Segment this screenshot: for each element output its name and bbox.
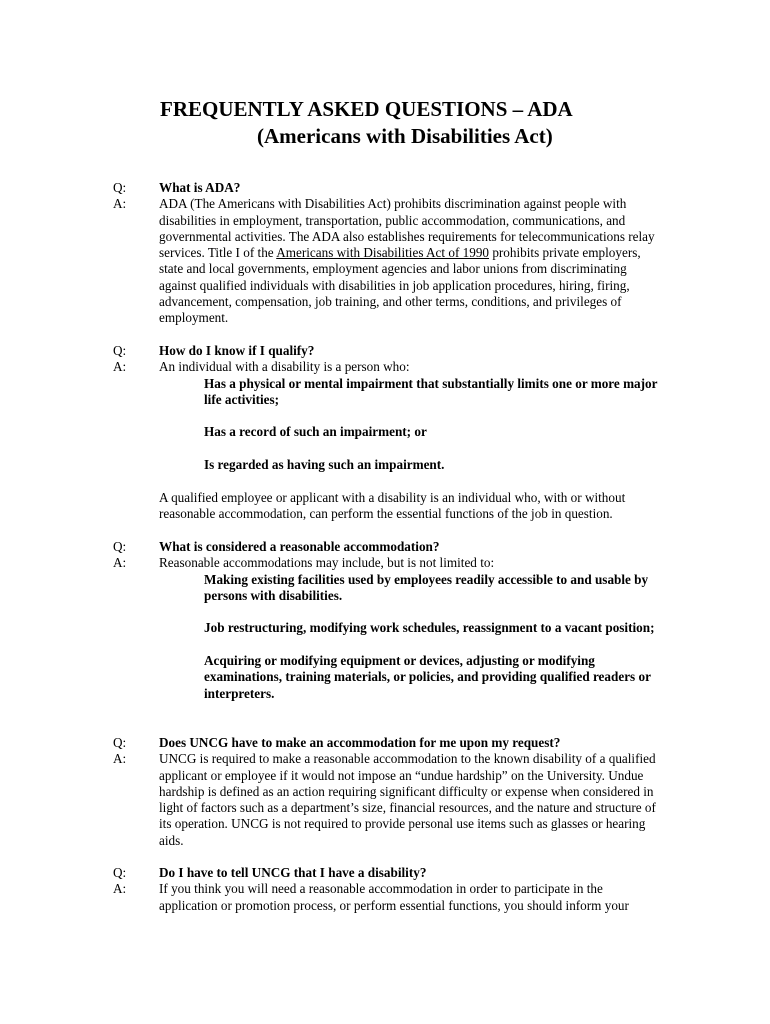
question-label: Q: [113, 539, 127, 554]
answer-text: UNCG is required to make a reasonable accommodation to the known disability of a qualified applicant or employee if it would not impose an “undue hardship” on the University. Undue hardship is defined as an action requiring significant difficulty or expense when considered in light of factors such as a department’s size, financial resources, and the nature and structure of its operation. UNCG is not required to provide personal use items such as glasses or hearing aids. [159, 751, 656, 848]
accommodation-examples [204, 572, 664, 702]
criterion-item: Has a record of such an impairment; or [204, 424, 427, 440]
question-text: Do I have to tell UNCG that I have a disability? [159, 865, 427, 880]
question-text: How do I know if I qualify? [159, 343, 315, 358]
answer-intro: Reasonable accommodations may include, but is not limited to: [159, 555, 495, 571]
criterion-item: Has a physical or mental impairment that substantially limits one or more major life activities; [204, 375, 658, 407]
question-label: Q: [113, 180, 127, 195]
question-text: Does UNCG have to make an accommodation for me upon my request? [159, 735, 561, 750]
answer-label: A: [113, 196, 127, 212]
question-label: Q: [113, 735, 127, 750]
faq-disclose-disability [0, 865, 770, 914]
faq-how-to-qualify [0, 343, 770, 522]
criterion-item: Is regarded as having such an impairment. [204, 457, 445, 473]
answer-intro: An individual with a disability is a person who: [159, 359, 410, 375]
faq-reasonable-accommodation [0, 539, 770, 702]
answer-closing: A qualified employee or applicant with a disability is an individual who, with or without reasonable accommodation, can perform the essential functions of the job in question. [159, 489, 626, 521]
accommodation-item: Acquiring or modifying equipment or devices, adjusting or modifying examinations, training materials, or policies, and providing qualified readers or interpreters. [204, 653, 651, 701]
qualification-criteria [204, 376, 664, 474]
question-text: What is considered a reasonable accommodation? [159, 539, 440, 554]
answer-text: ADA (The Americans with Disabilities Act) prohibits discrimination against people with disabilities in employment, transportation, public accommodation, communications, and governmental activities. The ADA also establishes requirements for telecommunications relay services. Title I of the Americans with Disabilities Act of 1990 prohibits private employers, state and local governments, employment agencies and labor unions from discriminating against qualified individuals with disabilities in job application procedures, hiring, firing, advancement, compensation, job training, and other terms, conditions, and privileges of employment. [159, 196, 655, 326]
question-label: Q: [113, 343, 127, 358]
page-title: FREQUENTLY ASKED QUESTIONS – ADA [160, 97, 573, 121]
answer-label: A: [113, 555, 127, 571]
question-label: Q: [113, 865, 127, 880]
answer-label: A: [113, 359, 127, 375]
question-text: What is ADA? [159, 180, 241, 195]
accommodation-item: Making existing facilities used by employees readily accessible to and usable by persons with disabilities. [204, 571, 649, 603]
answer-label: A: [113, 751, 127, 767]
faq-what-is-ada [0, 180, 770, 327]
ada-1990-link[interactable]: Americans with Disabilities Act of 1990 [276, 245, 490, 261]
answer-text: If you think you will need a reasonable accommodation in order to participate in the application or promotion process, or perform essential functions, you should inform your [159, 881, 629, 913]
faq-uncg-accommodation [0, 735, 770, 849]
page-subtitle: (Americans with Disabilities Act) [257, 124, 553, 148]
answer-label: A: [113, 881, 127, 897]
accommodation-item: Job restructuring, modifying work schedules, reassignment to a vacant position; [204, 620, 655, 636]
